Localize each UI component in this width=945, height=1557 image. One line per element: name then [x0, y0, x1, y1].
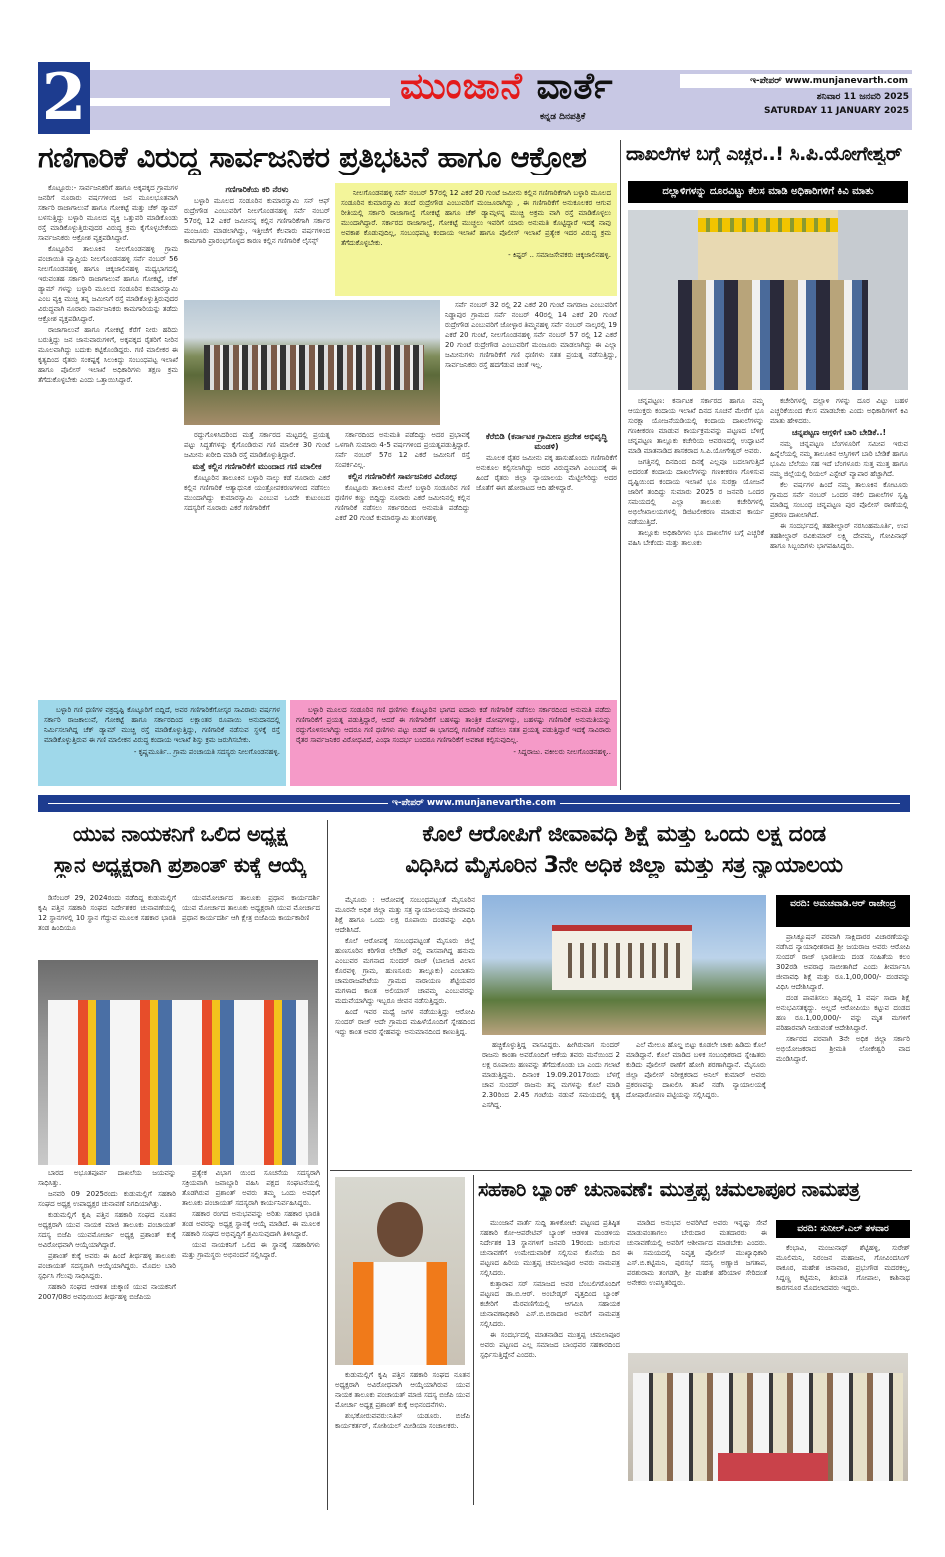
article4-headline-line1: ಕೊಲೆ ಆರೋಪಿಗೆ ಜೀವಾವಧಿ ಶಿಕ್ಷೆ ಮತ್ತು ಒಂದು ಲಕ್ಷ ದಂಡ: [422, 822, 826, 847]
article2-col2: ಕಚೇರಿಗಳಲ್ಲಿ ದಲ್ಲಾಳಿ ಗಳನ್ನು ದೂರ ವಿಟ್ಟು ಬಹಳ ಎಚ್ಚರಿಕೆಯಿಂದ ಕೆಲಸ ಮಾಡಬೇಕು ಎಂದು ಅಧಿಕಾರಿಗಳಿಗೆ ಕಿವಿ ಮಾತು ಹೇಳಿದರು. ಚನ್ನಪಟ್ಟಣ ಆಗ್ಗಳಿಗೆ ಬಾರಿ ಬೇಡಿಕೆ..! ನಮ್ಮ ಚನ್ನಪಟ್ಟಣ ಬೆಂಗಳೂರಿಗೆ ಸಮೀಪ ಇರುವ ಹಿನ್ನೆಲೆಯಲ್ಲಿ ನಮ್ಮ ತಾಲೂಕಿನ ಆಸ್ತಿಗಳಿಗೆ ಬಾರಿ ಬೇಡಿಕೆ ಹಾಗೂ ಭೂಮಿ ಬೆಲೆಯು ಸಹ ಇದೆ ಬೆಂಗಳೂರು ಸುತ್ತ ಮುತ್ತ ಹಾಗೂ ನಮ್ಮ ಜಿಲ್ಲೆಯಲ್ಲಿ ರಿಯಲ್ ಎಸ್ಟೇಟ್ ವ್ಯಾಪಾರ ಹೆಚ್ಚಾಗಿದೆ. ಕೆಲ ವರ್ಷಗಳ ಹಿಂದೆ ನಮ್ಮ ತಾಲೂಕಿನ ಕೋಟೂರು ಗ್ರಾಮದ ಸರ್ವೆ ನಂಬರ್ ಒಂದರ ನಕಲಿ ದಾಖಲೆಗಳ ಸೃಷ್ಟಿ ಮಾಡಿದ್ದ ಸಂಬಂಧ ಚನ್ನಪಟ್ಟಣ ಪುರ ಪೊಲೀಸ್ ಠಾಣೆಯಲ್ಲಿ ಪ್ರಕರಣ ದಾಖಲಾಗಿದೆ. ಈ ಸಂದರ್ಭದಲ್ಲಿ ತಹಶೀಲ್ದಾರ್ ನರಸಿಂಹಮೂರ್ತಿ, ಉಪ ತಹಶೀಲ್ದಾರ್ ರವಿಕುಮಾರ್ ಲಕ್ಷ್ಮಿ ದೇವಮ್ಮ, ಗೋಪಿನಾಥ್ ಹಾಗೂ ಸಿಬ್ಬಂದಿಗಳು ಭಾಗವಹಿಸಿದ್ದರು.: [770, 397, 908, 550]
page-number: 2: [38, 62, 90, 134]
article3-top-col1: ಡಿಸೆಂಬರ್ 29, 2024ರಂದು ನಡೆದಿದ್ದ ಕುಡುಮಲ್ಲಿಗೆ ಕೃಷಿ ಪತ್ತಿನ ಸಹಕಾರಿ ಸಂಘದ ನಿರ್ದೇಶಕರ ಚುನಾವಣೆಯಲ್ಲಿ 12 ಸ್ಥಾನಗಳಲ್ಲಿ 10 ಸ್ಥಾನ ಗೆದ್ದುವ ಮೂಲಕ ಸಹಕಾರ ಭಾರತಿ ತಂಡ ಹಿಂದಿಯೂ: [38, 894, 176, 932]
article1-headline: ಗಣಿಗಾರಿಕೆ ವಿರುದ್ಧ ಸಾರ್ವಜನಿಕರ ಪ್ರತಿಭಟನೆ ಹಾಗೂ ಆಕ್ರೋಶ: [38, 140, 587, 174]
article6-col2: ಮಾಡಿದ ಅನುಭವ ಅವರಿಗಿದೆ ಅವರು ಇನ್ನಷ್ಟು ಸೇವೆ ಮಾಡುವಂತಾಗಲು ಬೇರುದಾರ ಮತದಾರರು ಈ ಚುನಾವಣೆಯಲ್ಲಿ ಅವರಿಗೆ ಆಶೀರ್ವಾದ ಮಾಡಬೇಕು ಎಂದರು. ಈ ಸಮಯದಲ್ಲಿ ನಿವೃತ್ತ ಪೊಲೀಸ್ ಮುಖ್ಯಾಧಿಕಾರಿ ಎಸ್.ಬಿ.ಕಟ್ಟಿಮನಿ, ಪುರಸಭೆ ಸದಸ್ಯ ಅಣ್ಣಾಜಿ ಜಗತಾಪ, ಪರಶುರಾಮ ತಂಗಡಗಿ, ಶ್ರೀ ಮಹೇಶ ಹೆರಿಯಾಳ ಸೇರಿದಂತೆ ಅನೇಕರು ಉಪಸ್ಥಿತರಿದ್ದರು.: [627, 1219, 767, 1287]
article2-subhead: ದಲ್ಲಾಳಿಗಳನ್ನು ದೂರವಿಟ್ಟು ಕೆಲಸ ಮಾಡಿ ಅಧಿಕಾರಿಗಳಿಗೆ ಕಿವಿ ಮಾತು: [628, 181, 908, 203]
column-divider: [620, 140, 621, 790]
article6-reporter: ವರದಿ: ಸುನೀಲ್.ಎಲ್ ತಳವಾರ: [776, 1220, 910, 1238]
article3-headline-line1: ಯುವ ನಾಯಕನಿಗೆ ಒಲಿದ ಅಧ್ಯಕ್ಷ: [72, 822, 288, 846]
nomination-photo: [628, 1353, 908, 1481]
masthead-divider: [90, 98, 390, 106]
article4-reporter: ವರದಿ: ಅಮಚವಾಡಿ.ಆರ್ ರಾಜೇಂದ್ರ: [776, 895, 910, 927]
article4-col1: ಮೈಸೂರು : ಆರೋಪಕ್ಕೆ ಸಂಬಂಧಪಟ್ಟಂತೆ ಮೈಸೂರಿನ ಮೂರನೇ ಅಧಿಕ ಜಿಲ್ಲಾ ಮತ್ತು ಸತ್ರ ನ್ಯಾಯಾಲಯವು ಜೀವಾವಧಿ ಶಿಕ್ಷೆ ಹಾಗೂ ಒಂದು ಲಕ್ಷ ರೂಪಾಯಿ ದಂಡವನ್ನು ವಿಧಿಸಿ ಆದೇಶಿಸಿದೆ. ಕೊಲೆ ಆರೋಪಕ್ಕೆ ಸಂಬಂಧಪಟ್ಟಂತೆ ಮೈಸೂರು ಜಿಲ್ಲೆ ಹುಣಸೂರಿನ ಕರಿಗೌಡ ಲೇಔಟ್ ನಲ್ಲಿ ವಾಸವಾಗಿದ್ದ ಹನುಮ ಎಂಬುವರ ಮಗನಾದ ಸುಂದರ್ ರಾಜ್ (ಬಾಲಾಜಿ ವಿಲಾಸ ಕೊರವಳ್ಳಿ ಗ್ರಾಮ, ಹುಣಸೂರು ತಾಲ್ಲೂಕು) ಎಂಬಾತನು ಚಾಮರಾಜಪೇಟೆಯ ಗ್ರಾಮದ ನಾರಾಯಣ ಶೆಟ್ಟಿಯವರ ಮಗಳಾದ ಕಾಂತ ಅಲಿಯಾಸ್ ಚಾವಮ್ಮ ಎಂಬುವರನ್ನು ಮದುವೆಯಾಗಿದ್ದು ಇಬ್ಬರೂ ಜೀವನ ನಡೆಸುತ್ತಿದ್ದರು. ಹಿಂದೆ ಇವರ ಮಧ್ಯೆ ಜಗಳ ನಡೆಯುತ್ತಿದ್ದು ಆರೋಪಿ ಸುಂದರ್ ರಾಜ್ ಆದೇ ಗ್ರಾಮದ ಮಹಿಳೆಯೊಂದಿಗೆ ಸ್ನೇಹದಿಂದ ಇದ್ದು ಕಾಂತ ಅವರ ಸ್ನೇಹವನ್ನು ಅನುಮಾನದಿಂದ ಕಾಣುತ್ತಿದ್ದ.: [335, 896, 475, 1036]
newspaper-logo: [400, 66, 614, 108]
court-building: [552, 925, 692, 990]
portrait-caption: ಕುಡುಮಲ್ಲಿಗೆ ಕೃಷಿ ಪತ್ತಿನ ಸಹಕಾರಿ ಸಂಘದ ನೂತನ ಅಧ್ಯಕ್ಷರಾಗಿ ಅವಿರೋಧವಾಗಿ ಆಯ್ಕೆಯಾಗಿರುವ ಯುವ ನಾಯಕ ತಾಲೂಕು ಪಂಚಾಯತ್ ಮಾಜಿ ಸದಸ್ಯ ಬಿಜೆಪಿ ಯುವ ಮೋರ್ಚಾ ಅಧ್ಯಕ್ಷ ಪ್ರಶಾಂತ್ ಕುಕ್ಕೆ ಅಭಿನಂದನೆಗಳು. ಶುಭಕೋರುವವರು:ನಿತಿನ್ ಯಡೂರು. ಬಿಜೆಪಿ ಕಾರ್ಯಕರ್ತರ್, ಸೋಶಿಯಲ್ ಮೀಡಿಯಾ ಸಂಚಾಲಕರು.: [335, 1371, 470, 1430]
article2-headline: ದಾಖಲೆಗಳ ಬಗ್ಗೆ ಎಚ್ಚರ..! ಸಿ.ಪಿ.ಯೋಗೇಶ್ವರ್: [626, 143, 902, 165]
building-windows: [560, 943, 684, 978]
article1-col4: ಸರ್ವೆ ನಂಬರ್ 32 ರಲ್ಲಿ 22 ಎಕರೆ 20 ಗುಂಟೆ ನಾಗರಾಜ ಎಂಬುವರಿಗೆ ನಿಡ್ಡಾಪುರ ಗ್ರಾಮದ ಸರ್ವೆ ನಂಬರ್ 40ರಲ್ಲಿ 14 ಎಕರೆ 20 ಗುಂಟೆ ರುದ್ರೇಗೌಡ ಎಂಬುವರಿಗೆ ಜೋಳ್ಳಾರ ತಿಮ್ಮನಹಳ್ಳಿ ಸರ್ವೆ ನಂಬರ್ ನಾಲ್ಕರಲ್ಲಿ 19 ಎಕರೆ 20 ಗುಂಟೆ, ನೀಲಗೊಂಡನಹಳ್ಳಿ ಸರ್ವೆ ನಂಬರ್ 57 ರಲ್ಲಿ 12 ಎಕರೆ 20 ಗುಂಟೆ ರುದ್ರೇಗೌಡ ಎಂಬುವರಿಗೆ ಮಂಜೂರು ಮಾಡಲಾಗಿದ್ದು ಈ ಎಲ್ಲಾ ಜಮೀನುಗಳು ಗಣಿಗಾರಿಕೆಗೆ ಗಣಿ ಧಣಿಗಳು ಸತತ ಪ್ರಯತ್ನ ನಡೆಸುತ್ತಿದ್ದು, ಸಾರ್ವಜನಿಕರು ರಸ್ತೆ ಹದಗೆಡುವ ಚಿಂತೆ ಇಲ್ಲ.: [445, 301, 617, 369]
article4-col2: ಹಚ್ಚಿಕೊಳ್ಳುತ್ತಿದ್ದ ವಾಸವಿದ್ದರು. ಹೀಗಿರುವಾಗ ಸುಂದರ್ ರಾಜನು ಕಾಂತಾ ಅವರೊಂದಿಗೆ ಆಕೆಯ ತವರು ಮನೆಯಿಂದ 2 ಲಕ್ಷ ರೂಪಾಯಿ ಹಣವನ್ನು ತೆಗೆದುಕೊಂಡು ಬಾ ಎಂದು ಗಲಾಟೆ ಮಾಡುತ್ತಿದ್ದನು. ದಿನಾಂಕ 19.09.2017ರಂದು ಬೆಳಗ್ಗೆ ಚಾವ ಸುಂದರ್ ರಾಜನು ತನ್ನ ಮಗಳನ್ನು ಕೊಲೆ ಮಾಡಿ 2.30ರಿಂದ 2.45 ಗಂಟೆಯ ನಡುವೆ ಸಮಯದಲ್ಲಿ ಕೃತ್ಯ ಎಸಗಿದ್ದ.: [482, 1041, 620, 1109]
group-of-people: [204, 345, 424, 390]
saffron-shawl: [353, 1262, 447, 1365]
quote-box-blue: ಬಳ್ಳಾರಿ ಗಣಿ ಧಣಿಗಳ ವಕ್ರದೃಷ್ಟಿ ಕೊಟ್ಟೂರಿಗೆ ಬಿದ್ದಿದೆ, ಅವರ ಗಣಿಗಾರಿಕೆಗೋಸ್ಕರ ಸಾವಿರಾರು ವರ್ಷಗಳ ಸರ್ಕಾರಿ ರಾಜಕಾಲುವೆ, ಗೋಕಟ್ಟೆ ಹಾಗೂ ಸರ್ಕಾರದಿಂದ ಲಕ್ಷಾಂತರ ರೂಪಾಯಿ ಅನುದಾನದಲ್ಲಿ ನಿರ್ಮಿಸಲಾಗಿದ್ದ ಚೆಕ್ ಡ್ಯಾಮ್ ಮುಚ್ಚಿ ರಸ್ತೆ ಮಾಡಿಕೊಳ್ಳುತ್ತಿದ್ದು, ಗಣಿಗಾರಿಕೆ ನಡೆಸುವ ಸ್ಥಳಕ್ಕೆ ರಸ್ತೆ ಮಾಡಿಕೊಳ್ಳುತ್ತಿರುವ ಈ ಗಣಿ ಮಾಲೀಕನ ವಿರುದ್ಧ ಕಂದಾಯ ಇಲಾಖೆ ಶಿಸ್ತು ಕ್ರಮ ಜರುಗಿಸಬೇಕು. - ಕೃಷ್ಣಮೂರ್ತಿ.. ಗ್ರಾಮ ಪಂಚಾಯತಿ ಸದಸ್ಯರು ನೀಲಗೊಂಡನಹಳ್ಳಿ.: [38, 700, 286, 786]
felicitation-photo: [38, 960, 318, 1165]
article3-col2: ಪ್ರತ್ಯೇಕ ವಿಭಾಗ ಯಿಂದ ಸೂಚನೆಯ ಸದಸ್ಯರಾಗಿ ಸಕ್ರಿಯವಾಗಿ ಜವಾಬ್ದಾರಿ ವಹಿಸಿ ಪಕ್ಷದ ಸಂಘಟನೆಯಲ್ಲಿ ತೊಡಗಿರುವ ಪ್ರಶಾಂತ್ ಅವರು ತಮ್ಮ ಒಂದು ಅವಧಿಗೆ ತಾಲೂಕು ಪಂಚಾಯತ್ ಸದಸ್ಯರಾಗಿ ಕಾರ್ಯನಿರ್ವಹಿಸಿದ್ದರು. ಸಹಕಾರ ರಂಗದ ಅನುಭವವನ್ನು ಅರಿತು ಸಹಕಾರ ಭಾರತಿ ತಂಡ ಅವರನ್ನು ಅಧ್ಯಕ್ಷ ಸ್ಥಾನಕ್ಕೆ ಆಯ್ಕೆ ಮಾಡಿದೆ. ಈ ಮೂಲಕ ಸಹಕಾರಿ ಸಂಘದ ಅಭಿವೃದ್ಧಿಗೆ ಶ್ರಮಿಸುವುದಾಗಿ ತಿಳಿಸಿದ್ದಾರೆ. ಯುವ ನಾಯಕನಿಗೆ ಒಲಿದ ಈ ಸ್ಥಾನಕ್ಕೆ ಸಹಕಾರಿಗಳು ಮತ್ತು ಗ್ರಾಮಸ್ಥರು ಅಭಿನಂದನೆ ಸಲ್ಲಿಸಿದ್ದಾರೆ.: [182, 1169, 320, 1259]
column-divider: [327, 820, 328, 1510]
court-building-photo: [482, 895, 766, 1035]
date-kannada: ಶನಿವಾರ 11 ಜನವರಿ 2025: [816, 92, 909, 102]
article1-col1: ಕೊಟ್ಟೂರು:- ಸಾರ್ವಜನಿಕರಿಗೆ ಹಾಗೂ ಅಕ್ಕಪಕ್ಕದ ಗ್ರಾಮಗಳ ಜನರಿಗೆ ನೂರಾರು ವರ್ಷಗಳಿಂದ ಜನ ಮೂಲಭೂತವಾಗಿ ಸರ್ಕಾರಿ ರಾಜಾಗಾಲುವೆ ಹಾಗೂ ಗೋಕಟ್ಟೆ ಮತ್ತು ಚೆಕ್ ಡ್ಯಾಮ್ ಬಳಸುತ್ತಿದ್ದು ಬಳ್ಳಾರಿ ಮೂಲದ ವ್ಯಕ್ತಿ ಒತ್ತುವರಿ ಮಾಡಿಕೊಂಡು ರಸ್ತೆ ಮಾಡಿಕೊಳ್ಳುತ್ತಿರುವುದರ ವಿರುದ್ಧ ಕ್ರಮ ಕೈಗೊಳ್ಳಬೇಕೆಂದು ಸಾರ್ವಜನಿಕರು ಆಕ್ರೋಶ ವ್ಯಕ್ತಪಡಿಸಿದ್ದಾರೆ. ಕೊಟ್ಟೂರಿನ ತಾಲೂಕಿನ ನೀಲಗೊಂಡನಹಳ್ಳಿ ಗ್ರಾಮ ಪಂಚಾಯಿತಿ ವ್ಯಾಪ್ತಿಯ ನೀಲಗೊಂಡನಹಳ್ಳಿ ಸರ್ವೆ ನಂಬರ್ 56 ನೀಲಗೊಂಡನಹಳ್ಳಿ ಹಾಗೂ ಚಿಕ್ಕಜಾಲಿನಹಳ್ಳಿ ಮಧ್ಯಭಾಗದಲ್ಲಿ ಇರುವಂತಹ ಸರ್ಕಾರಿ ರಾಜಾಗಾಲುವೆ ಹಾಗೂ ಗೋಕಟ್ಟೆ, ಚೆಕ್ ಡ್ಯಾಮ್ ಗಳನ್ನು ಬಳ್ಳಾರಿ ಮೂಲದ ಸಂಡೂರಿನ ಕುಮಾರಸ್ವಾಮಿ ಎಂಬ ವ್ಯಕ್ತಿ ಮುಚ್ಚಿ ತನ್ನ ಜಮೀನಿಗೆ ರಸ್ತೆ ಮಾಡಿಕೊಳ್ಳುತ್ತಿರುವುದರ ವಿರುದ್ಧವಾಗಿ ನೂರಾರು ಸಾರ್ವಜನಿಕರು ಕಾಮಗಾರಿಯನ್ನು ತಡೆದು ಆಕ್ರೋಶ ವ್ಯಕ್ತಪಡಿಸಿದ್ದಾರೆ. ರಾಜಾಗಾಲುವೆ ಹಾಗೂ ಗೋಕಟ್ಟೆ ಕೆರೆಗೆ ನೀರು ಹರಿದು ಬರುತ್ತಿದ್ದು ಜನ ಜಾನುವಾರುಗಳಿಗೆ, ಅಕ್ಕಪಕ್ಕದ ರೈತರಿಗೆ ನೀರಿನ ಮೂಲವಾಗಿದ್ದು ಬದುಕು ಕಟ್ಟಿಕೊಂಡಿದ್ದರು. ಗಣಿ ಮಾಲೀಕರ ಈ ಕೃತ್ಯದಿಂದ ರೈತರು ಸಂಕಷ್ಟಕ್ಕೆ ಸಿಲುಕಿದ್ದು ಸಂಬಂಧಪಟ್ಟ ಇಲಾಖೆ ಹಾಗೂ ಪೊಲೀಸ್ ಇಲಾಖೆ ಅಧಿಕಾರಿಗಳು ತಕ್ಷಣ ಕ್ರಮ ತೆಗೆದುಕೊಳ್ಳಬೇಕು ಎಂದು ಒತ್ತಾಯಿಸಿದ್ದಾರೆ.: [38, 184, 178, 384]
tagline: ಕನ್ನಡ ದಿನಪತ್ರಿಕೆ: [540, 112, 586, 122]
section-divider: [330, 1170, 912, 1171]
article1-col2: ಗಣಿಗಾರಿಕೆಯ ಕರಿ ನೆರಳು ಬಳ್ಳಾರಿ ಮೂಲದ ಸಂಡೂರಿನ ಕುಮಾರಸ್ವಾಮಿ ಸನ್ ಆಫ್ ರುದ್ರೇಗೌಡ ಎಂಬುವರಿಗೆ ನೀಲಗೊಂಡನಹಳ್ಳಿ ಸರ್ವೆ ನಂಬರ್ 57ರಲ್ಲಿ 12 ಎಕರೆ ಜಮೀನನ್ನ ಕಲ್ಲಿನ ಗಣಿಗಾರಿಕೆಗಾಗಿ ಸರ್ಕಾರ ಮಂಜೂರು ಮಾಡಲಾಗಿದ್ದು, ಇತ್ತೀಚೆಗೆ ಕೆಲವಾರು ವರ್ಷಗಳಿಂದ ಕಾಮಗಾರಿ ಪ್ರಾರಂಭಗೊಳ್ಳದ ಕಾರಣ ಕಲ್ಲಿನ ಗಣಿಗಾರಿಕೆ ಲೈಸನ್ಸ್: [184, 185, 330, 245]
quote-box-yellow: ನೀಲಗೊಂಡನಹಳ್ಳಿ ಸರ್ವೆ ನಂಬರ್ 57ರಲ್ಲಿ 12 ಎಕರೆ 20 ಗುಂಟೆ ಜಮೀನು ಕಲ್ಲಿನ ಗಣಿಗಾರಿಕೆಗಾಗಿ ಬಳ್ಳಾರಿ ಮೂಲದ ಸಂಡೂರಿನ ಕುಮಾರಸ್ವಾಮಿ ತಂದೆ ರುದ್ರೇಗೌಡ ಎಂಬುವರಿಗೆ ಮಂಜೂರಾಗಿದ್ದು , ಈ ಗಣಿಗಾರಿಕೆಗೆ ಅನುಕೂಲಕರ ಆಗುವ ರೀತಿಯಲ್ಲಿ ಸರ್ಕಾರಿ ರಾಜಾಗಾಲ್ವೆ ಗೋಕಟ್ಟೆ ಹಾಗೂ ಚೆಕ್ ಡ್ಯಾಮ್ಗಳನ್ನ ಮುಚ್ಚಿ ಅಕ್ರಮ ವಾಗಿ ರಸ್ತೆ ಮಾಡಿಕೊಳ್ಳಲು ಮುಂದಾಗಿದ್ದಾರೆ. ಸರ್ಕಾರದ ರಾಜಾಗಾಲ್ವೆ, ಗೋಕಟ್ಟೆ ಮುಚ್ಚಲು ಇವರಿಗೆ ಯಾರು ಅನುಮತಿ ಕೊಟ್ಟಿದ್ದಾರೆ ಇದಕ್ಕೆ ನಾವು ಅವಕಾಶ ಕೊಡುವುದಿಲ್ಲ, ಸಂಬಂಧಪಟ್ಟ ಕಂದಾಯ ಇಲಾಖೆ ಹಾಗೂ ಪೊಲೀಸ್ ಇಲಾಖೆ ಪ್ರತ್ಯೇಕ ಇದರ ವಿರುದ್ಧ ಕ್ರಮ ತೆಗೆದುಕೊಳ್ಳಬೇಕು. - ಕಿಷ್ಟರ್ .. ಸಮಾಜಸೇವಕರು ಚಿಕ್ಕಜಾಲಿನಹಳ್ಳಿ.: [335, 183, 617, 296]
article6-headline: ಸಹಕಾರಿ ಬ್ಯಾಂಕ್ ಚುನಾವಣೆ: ಮುತ್ತಪ್ಪ ಚಮಲಾಪೂರ ನಾಮಪತ್ರ: [478, 1178, 860, 1201]
quote-box-pink: ಬಳ್ಳಾರಿ ಮೂಲದ ಸಂಡೂರಿನ ಗಣಿ ಧಣಿಗಳು ಕೊಟ್ಟೂರಿನ ಭಾಗದ ಐದಾರು ಕಡೆ ಗಣಿಗಾರಿಕೆ ನಡೆಸಲು ಸರ್ಕಾರದಿಂದ ಅನುಮತಿ ಪಡೆದು ಗಣಿಗಾರಿಕೆಗೆ ಪ್ರಯತ್ನ ಪಡುತ್ತಿದ್ದಾರೆ, ಆದರೆ ಈ ಗಣಿಗಾರಿಕೆಗೆ ಬಹಳಷ್ಟು ತಾಂತ್ರಿಕ ದೋಷಗಳಿದ್ದು, ಬಹಳಷ್ಟು ಗಣಿಗಾರಿಕೆ ಅನುಮತಿಯನ್ನು ರದ್ದುಗೊಳಿಸಲಾಗಿದ್ದು ಆದರೂ ಗಣಿ ಧಣಿಗಳು ಪಟ್ಟು ಬಿಡದೆ ಈ ಭಾಗದಲ್ಲಿ ಗಣಿಗಾರಿಕೆ ನಡೆಸಲು ಸತತ ಪ್ರಯತ್ನ ಪಡುತ್ತಿದ್ದಾರೆ ಇದಕ್ಕೆ ಸಾವಿರಾರು ರೈತರ ಸಾರ್ವಜನಿಕರ ವಿರೋಧವಿದೆ, ಎಂಥಾ ಸಂದರ್ಭ ಬಂದರೂ ಗಣಿಗಾರಿಕೆಗೆ ಅವಕಾಶ ಕಲ್ಪಿಸುವುದಿಲ್ಲ. - ಸಿದ್ದರಾಜು. ವಕೀಲರು ನೀಲಗೊಂಡನಹಳ್ಳಿ..: [290, 700, 617, 786]
portrait-face: [377, 1202, 423, 1257]
article6-col3: ಕೆಂಭಾವಿ, ಮಂಜುನಾಥ್ ಶೆಟ್ಟಿಹಳ್ಳಿ, ಸುರೇಶ್ ಮೂಲಿಮನಿ, ನಿರಂಜನ ಮಹಾಜನ, ಗೋವಿಂದಸಿಂಗ್ ಠಾಕೂರ, ಮಹೇಶ ಚಿನಾವಾರ, ಪ್ರಭುಗೌಡ ಮದರಕಲ್ಲ, ಸಿದ್ದಣ್ಣ ಕಟ್ಟಿಮನಿ, ತಿರುಪತಿ ಗೋಪಾಲ, ಕಾಶಿನಾಥ ಕಾರಗನೂರ ಮೊದಲಾದವರು ಇದ್ದರು.: [776, 1244, 910, 1292]
people-with-garlands: [48, 1000, 308, 1165]
article1-col3: ಸರ್ಕಾರದಿಂದ ಅನುಮತಿ ಪಡೆದಿದ್ದು ಅದರ ಪ್ರಭಾವಕ್ಕೆ ಒಳಗಾಗಿ ಸುಮಾರು 4-5 ವರ್ಷಗಳಿಂದ ಪ್ರಯತ್ನಪಡುತ್ತಿದ್ದಾರೆ. ಸರ್ವೆ ನಂಬರ್ 57ರ 12 ಎಕರೆ ಜಮೀನಿಗೆ ರಸ್ತೆ ಸಂಪರ್ಕವಿಲ್ಲ. ಕಲ್ಲಿನ ಗಣಿಗಾರಿಕೆಗೆ ಸಾರ್ವಜನಿಕರ ವಿರೋಧ ಕೊಟ್ಟೂರು ತಾಲೂಕಿನ ಮೇಲೆ ಬಳ್ಳಾರಿ ಸಂಡೂರಿನ ಗಣಿ ಧಣಿಗಳ ಕಣ್ಣು ಬಿದ್ದಿದ್ದು ನೂರಾರು ಎಕರೆ ಜಮೀನಿನಲ್ಲಿ ಕಲ್ಲಿನ ಗಣಿಗಾರಿಕೆ ನಡೆಸಲು ಸರ್ಕಾರದಿಂದ ಅನುಮತಿ ಪಡೆದಿದ್ದು ಎಕರೆ 20 ಗುಂಟೆ ಕುಮಾರಸ್ವಾಮಿ ತುಂಗಳಹಳ್ಳಿ: [335, 431, 470, 522]
article1-col2b: ರದ್ದುಗೊಳಿಸಿದರಿಂದ ಮತ್ತೆ ಸರ್ಕಾರದ ಮಟ್ಟದಲ್ಲಿ ಪ್ರಯತ್ನ ಪಟ್ಟು ಸಿದ್ಧತೆಗಳನ್ನು ಕೈಗೊಂಡಿರುವ ಗಣಿ ಮಾಲೀಕ 30 ಗುಂಟೆ ಜಮೀನು ಖರೀದಿ ಮಾಡಿ ರಸ್ತೆ ಮಾಡಿಕೊಳ್ಳುತ್ತಿದ್ದಾರೆ. ಮತ್ತೆ ಕಲ್ಲಿನ ಗಣಿಗಾರಿಕೆಗೆ ಮುಂದಾದ ಗಣಿ ಮಾಲೀಕ ಕೊಟ್ಟೂರಿನ ತಾಲೂಕಿನ ಬಳ್ಳಾರಿ ನಾಲ್ಕು ಕಡೆ ನೂರಾರು ಎಕರೆ ಕಲ್ಲಿನ ಗಣಿಗಾರಿಕೆ ಆತ್ಯಾಧುನಿಕ ಯಂತ್ರೋಪಕರಣಗಳಿಂದ ನಡೆಸಲು ಮುಂದಾಗಿದ್ದು ಕುಮಾರಸ್ವಾಮಿ ಎಂಬುವ ಒಂದೇ ಕುಟುಂಬದ ಸದಸ್ಯರಿಗೆ ನೂರಾರು ಎಕರೆ ಗಣಿಗಾರಿಕೆಗೆ: [184, 431, 330, 512]
article2-col1: ಚನ್ನಪಟ್ಟಣ: ಕರ್ನಾಟಕ ಸರ್ಕಾರದ ಹಾಗೂ ನಮ್ಮ ಆಯುಕ್ತರು ಕಂದಾಯ ಇಲಾಖೆ ದಿನದ ಸೂಚನೆ ಮೇರೆಗೆ ಭೂ ಸುರಕ್ಷಾ ಯೋಜನೆಯಡಿಯಲ್ಲಿ ಕಂದಾಯ ದಾಖಲೆಗಳನ್ನು ಗಣಕೀಕರಣ ಮಾಡುವ ಕಾರ್ಯಕ್ರಮವನ್ನು ಪಟ್ಟಣದ ಬೆಳಿಗ್ಗೆ ಚನ್ನಪಟ್ಟಣ ತಾಲ್ಲೂಕು ಕಚೇರಿಯ ಆವರಣದಲ್ಲಿ ಉದ್ಘಾಟನೆ ಮಾಡಿ ಮಾತನಾಡಿದ ಶಾಸಕರಾದ ಸಿ.ಪಿ.ಯೋಗೇಶ್ವರ್ ಅವರು. ಜಗತ್ತಿನಲ್ಲಿ ದಿನದಿಂದ ದಿನಕ್ಕೆ ಎಲ್ಲವೂ ಬದಲಾಗುತ್ತಿದೆ ಅದರಂತೆ ಕಂದಾಯ ದಾಖಲೆಗಳನ್ನು ಗಣಕೀಕರಣ ಗೊಳಿಸುವ ದೃಷ್ಟಿಯಿಂದ ಕಂದಾಯ ಇಲಾಖೆ ಭೂ ಸುರಕ್ಷಾ ಯೋಜನೆ ಜಾರಿಗೆ ತಂದಿದ್ದು ಸುಮಾರು 2025 ರ ಜನವರಿ ಒಂದರ ಸಮಯದಲ್ಲಿ ಎಲ್ಲಾ ತಾಲೂಕು ಕಚೇರಿಗಳಲ್ಲಿ ಅಭಿಲೇಖಾಲಯಗಳಲ್ಲಿ ಡಿಜಿಟಲೀಕರಣ ಮಾಡುವ ಕಾರ್ಯ ನಡೆಯುತ್ತಿದೆ. ತಾಲ್ಲೂಕು ಅಧಿಕಾರಿಗಳು ಭೂ ದಾಖಲೆಗಳ ಬಗ್ಗೆ ಎಚ್ಚರಿಕೆ ವಹಿಸಿ ಬೇಕೆಂದು ಮತ್ತು ತಾಲೂಕು: [628, 397, 764, 547]
article6-col1: ಮುಂಜಾನೆ ವಾರ್ತೆ ಸುದ್ದಿ ತಾಳಿಕೋಟೆ: ಪಟ್ಟಣದ ಪ್ರತಿಷ್ಠಿತ ಸಹಕಾರಿ ಕೋ-ಆಪರೇಟಿವ್ ಬ್ಯಾಂಕ್ ಆಡಳಿತ ಮಂಡಳಿಯ ನಿರ್ದೇಶಕ 13 ಸ್ಥಾನಗಳಿಗೆ ಜನವರಿ 19ರಂದು ಜರುಗುವ ಚುನಾವಣೆಗೆ ಉಮೇದುವಾರಿಕೆ ಸಲ್ಲಿಸುವ ಕೊನೆಯ ದಿನ ಪಟ್ಟಣದ ಹಿರಿಯ ಮುತ್ತಪ್ಪ ಚಮಲಾಪೂರ ಅವರು ನಾಮಪತ್ರ ಸಲ್ಲಿಸಿದರು. ಕುತ್ತಾರಾವ ಸರ್ ಸಮಾಜದ ಅವರ ಬೆಂಬಲಿಗರೊಂದಿಗೆ ಪಟ್ಟಣದ ಡಾ.ಬಿ.ಆರ್. ಅಂಬೇಡ್ಕರ್ ವೃತ್ತದಿಂದ ಬ್ಯಾಂಕ್ ಕಚೇರಿಗೆ ಮೆರವಣಿಗೆಯಲ್ಲಿ ಆಗಮಿಸಿ ಸಹಾಯಕ ಚುನಾವಣಾಧಿಕಾರಿ ಎಸ್.ಬಿ.ಬಿರಾದಾರ ಅವರಿಗೆ ನಾಮಪತ್ರ ಸಲ್ಲಿಸಿದರು. ಈ ಸಂದರ್ಭದಲ್ಲಿ ಮಾತನಾಡಿದ ಮುತ್ತಪ್ಪ ಚಮಲಾಪೂರ ಅವರು ಪಟ್ಟಣದ ಎಲ್ಲ ಸಮಾಜದ ಬಾಂಧವರ ಸಹಕಾರದಿಂದ ಸ್ಪರ್ಧಿಸುತ್ತಿದ್ದೇನೆ ಎಂದರು.: [480, 1219, 620, 1359]
date-english: SATURDAY 11 JANUARY 2025: [764, 106, 909, 116]
column-divider: [473, 1175, 474, 1505]
article1-col4b: ಕೆರೆಬಿಡಿ (ಕರ್ನಾಟಕ ಗ್ರಾಮೀಣ ಪ್ರದೇಶ ಅಭಿವೃದ್ಧಿ ಮಂಡಳಿ) ಮೂಲಕ ರೈತರ ಜಮೀನು ಪಕ್ಕ ಹಾಸುಹೊಂದು ಗಣಿಗಾರಿಕೆಗೆ ಅನುಕೂಲ ಕಲ್ಪಿಸಲಾಗಿದ್ದು ಅದರ ವಿರುದ್ಧವಾಗಿ ಎಂಬುದಕ್ಕೆ ಈ ಹಿಂದೆ ರೈತರು ಜಿಲ್ಲಾ ನ್ಯಾಯಾಲಯ ಮೆಟ್ಟಿಲೇರಿದ್ದು ಅದರ ಜೊತೆಗೆ ಈಗ ಹೋರಾಟದ ಆದಿ ಹೇಳಿದ್ದಾರೆ.: [476, 432, 617, 492]
protest-photo: [184, 300, 440, 425]
article4-headline-line2: ವಿಧಿಸಿದ ಮೈಸೂರಿನ 3ನೇ ಅಧಿಕ ಜಿಲ್ಲಾ ಮತ್ತು ಸತ್ರ ನ್ಯಾಯಾಲಯ: [405, 853, 843, 878]
article3-headline-line2: ಸ್ಥಾನ ಅಧ್ಯಕ್ಷರಾಗಿ ಪ್ರಶಾಂತ್ ಕುಕ್ಕೆ ಆಯ್ಕೆ: [53, 853, 307, 877]
flower-garland: [698, 218, 838, 232]
inauguration-photo: [628, 210, 908, 390]
officials-group: [678, 280, 868, 390]
logo-black: ವಾರ್ತೆ: [536, 66, 614, 107]
article3-top-col2: ಯುವಮೋರ್ಚಾದ ತಾಲೂಕು ಪ್ರಧಾನ ಕಾರ್ಯದರ್ಶಿ ಯುವ ಮೋರ್ಚಾದ ತಾಲೂಕು ಅಧ್ಯಕ್ಷರಾಗಿ ಯುವ ಮೋರ್ಚಾದ ಪ್ರಧಾನ ಕಾರ್ಯದರ್ಶಿ ಆಗಿ ಕ್ಷೇತ್ರ ಬಿಜೆಪಿಯ ಕಾರ್ಯಕಾರಿಣಿ: [182, 894, 320, 922]
table: [718, 1453, 828, 1481]
portrait-photo: [335, 1177, 465, 1365]
epaper-link[interactable]: ಇ-ಪೇಪರ್ www.munjanevarth.com: [680, 74, 912, 88]
article3-col1: ಬಾರದ ಅಭೂತಪೂರ್ವ ದಾಖಲೆಯ ಜಯವನ್ನು ಸಾಧಿಸಿತ್ತು. ಜನವರಿ 09 2025ರಂದು ಕುಡುಮಲ್ಲಿಗೆ ಸಹಕಾರಿ ಸಂಘದ ಅಧ್ಯಕ್ಷ ಉಪಾಧ್ಯಕ್ಷರ ಚುನಾವಣೆ ನಿಗದಿಯಾಗಿತ್ತು. ಕುಡುಮಲ್ಲಿಗೆ ಕೃಷಿ ಪತ್ತಿನ ಸಹಕಾರಿ ಸಂಘದ ನೂತನ ಅಧ್ಯಕ್ಷರಾಗಿ ಯುವ ನಾಯಕ ಮಾಜಿ ತಾಲೂಕು ಪಂಚಾಯತ್ ಸದಸ್ಯ ಬಿಜೆಪಿ ಯುವಮೋರ್ಚಾ ಅಧ್ಯಕ್ಷ ಪ್ರಶಾಂತ್ ಕುಕ್ಕೆ ಅವಿರೋಧವಾಗಿ ಆಯ್ಕೆಯಾಗಿದ್ದಾರೆ. ಪ್ರಶಾಂತ್ ಕುಕ್ಕೆ ಅವರು ಈ ಹಿಂದೆ ತೀರ್ಥಹಳ್ಳಿ ತಾಲೂಕು ಪಂಚಾಯತ್ ಸದಸ್ಯರಾಗಿ ಆಯ್ಕೆಯಾಗಿದ್ದರು. ಮೊದಲ ಬಾರಿ ಸ್ಪರ್ಧಿಸಿ ಗೆಲುವು ಸಾಧಿಸಿದ್ದರು. ಸಹಕಾರಿ ಸಂಘದ ಆಡಳಿತ ಚುಕ್ಕಾಣಿ ಯುವ ನಾಯಕನಿಗೆ 2007/08ರ ಅವಧಿಯಿಂದ ತೀರ್ಥಹಳ್ಳಿ ಬಿಜೆಪಿಯ: [38, 1169, 176, 1301]
article4-col4: ಪ್ರಾಸಿಕ್ಯೂಷನ್ ಪರವಾಗಿ ಸಾಕ್ಷಿದಾರರ ವಿಚಾರಣೆಯನ್ನು ನಡೆಸಿದ ನ್ಯಾಯಾಧೀಶರಾದ ಶ್ರೀ ಜಯರಾಜ ಅವರು ಆರೋಪಿ ಸುಂದರ್ ರಾಜ್ ಭಾರತೀಯ ದಂಡ ಸಂಹಿತೆಯ ಕಲಂ 302ರಡಿ ಅಪರಾಧ ಸಾಬೀತಾಗಿದೆ ಎಂದು ತೀರ್ಮಾನಿಸಿ ಜೀವಾವಧಿ ಶಿಕ್ಷೆ ಮತ್ತು ರೂ.1,00,000/- ದಂಡವನ್ನು ವಿಧಿಸಿ ಆದೇಶಿಸಿದ್ದಾರೆ. ದಂಡ ಪಾವತಿಸಲು ತಪ್ಪಿದಲ್ಲಿ 1 ವರ್ಷ ಸಾದಾ ಶಿಕ್ಷೆ ಅನುಭವಿಸತಕ್ಕದ್ದು. ಅಲ್ಲದೆ ಆರೋಪಿಯು ಕಟ್ಟುವ ದಂಡದ ಹಣ ರೂ.1,00,000/- ವನ್ನು ಮೃತ ಮಗಳಿಗೆ ಪರಿಹಾರವಾಗಿ ನೀಡುವಂತೆ ಆದೇಶಿಸಿದ್ದಾರೆ. ಸರ್ಕಾರದ ಪರವಾಗಿ 3ನೇ ಅಧಿಕ ಜಿಲ್ಲಾ ಸರ್ಕಾರಿ ಅಭಿಯೋಜಕರಾದ ಶ್ರೀಮತಿ ಲೋಕೇಶ್ವರಿ ವಾದ ಮಂಡಿಸಿದ್ದಾರೆ.: [776, 933, 910, 1063]
article4-col3: ಎಲೆ ಮೇಲೂ ಹೊಲ್ಡ ಬಿಟ್ಟು ಕೂಡಲೇ ಚಾಕು ಹಿಡಿದು ಕೊಲೆ ಮಾಡಿದ್ದಾನೆ. ಕೊಲೆ ಮಾಡಿದ ಬಳಿಕ ಸಂಬಂಧಿಕರಾದ ಸ್ನೇಹಿತರು ಕುಡಿದು ಪೊಲೀಸ್ ಠಾಣೆಗೆ ಹೋಗಿ ಶರಣಾಗಿದ್ದಾನೆ. ಮೈಸೂರು ಜಿಲ್ಲಾ ಪೊಲೀಸ್ ನಿರೀಕ್ಷಕರಾದ ಅನಿಲ್ ಕುಮಾರ್ ಅವರು ಪ್ರಕರಣವನ್ನು ದಾಖಲಿಸಿ ತನಿಖೆ ನಡೆಸಿ ನ್ಯಾಯಾಲಯಕ್ಕೆ ದೋಷಾರೋಪಣ ಪಟ್ಟಿಯನ್ನು ಸಲ್ಲಿಸಿದ್ದರು.: [626, 1041, 766, 1099]
logo-red: ಮುಂಜಾನೆ: [400, 66, 523, 107]
epaper-banner[interactable]: ಇ-ಪೇಪರ್ www.munjanevarthe.com: [38, 795, 910, 812]
